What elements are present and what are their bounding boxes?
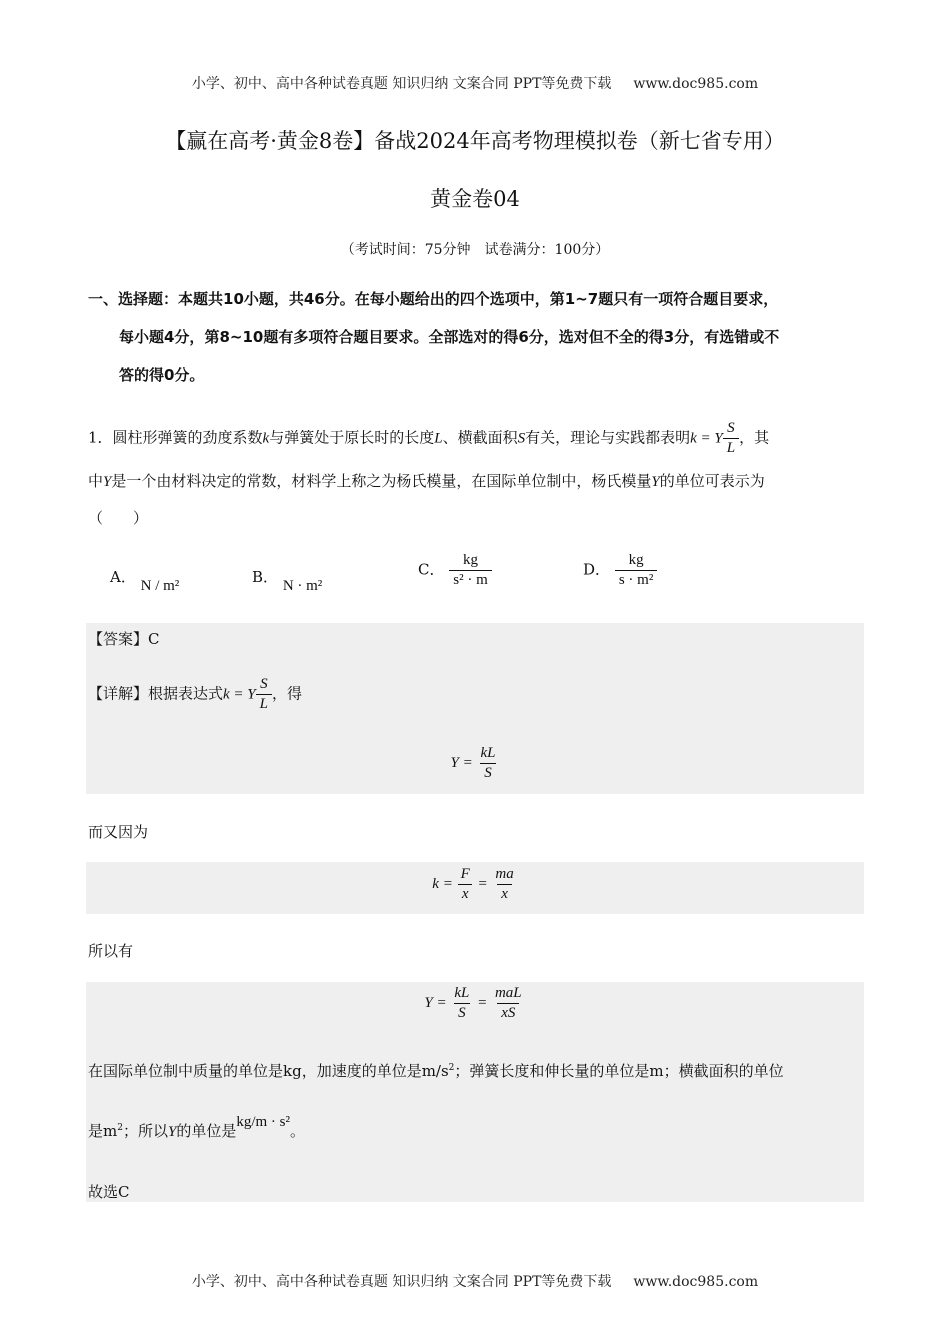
fraction-denominator: s² · m (449, 570, 492, 589)
answer-blank: （ ） (88, 509, 149, 527)
q-text: ，其 (739, 428, 770, 447)
units-var-Y: Y (167, 1124, 177, 1140)
fraction-denominator: xS (497, 1003, 519, 1022)
fraction-numerator: ma (495, 866, 514, 882)
equation-1 (86, 745, 864, 782)
units-line-1: 在国际单位制中质量的单位是kg，加速度的单位是$m/s^2$；弹簧长度和伸长量的单位是m；横截面积的单位 (88, 1062, 784, 1080)
section-line-2: 每小题4分，第8~10题有多项符合题目要求。全部选对的得6分，选对但不全的得3分，有选错或不 (119, 328, 780, 346)
eq-fraction (457, 866, 474, 903)
q-var-L: L (434, 430, 443, 447)
section-line-1: 一、选择题：本题共10小题，共46分。在每小题给出的四个选项中，第1~7题只有一项符合题目要求， (88, 290, 779, 308)
footer-text: 小学、初中、高中各种试卷真题 知识归纳 文案合同 PPT等免费下载 (191, 1274, 612, 1290)
conclusion-text: 故选C (88, 1183, 130, 1201)
q-text: 1．圆柱形弹簧的劲度系数 (88, 428, 263, 447)
eq-fraction (476, 745, 499, 782)
exam-title: 【赢在高考·黄金8卷】备战2024年高考物理模拟卷（新七省专用） (165, 129, 785, 153)
units-expression: kg/m · s² (236, 1114, 291, 1130)
q-text: 是一个由材料决定的常数，材料学上称之为杨氏模量，在国际单位制中，杨氏模量 (111, 472, 652, 490)
units-text: 。 (290, 1122, 306, 1140)
fraction-denominator: S (454, 1003, 470, 1022)
q-formula-lhs: k = Y (690, 430, 723, 447)
header-url[interactable]: www.doc985.com (633, 76, 759, 92)
units-text: ；所以 (122, 1122, 168, 1140)
header-text: 小学、初中、高中各种试卷真题 知识归纳 文案合同 PPT等免费下载 (191, 76, 612, 92)
page-footer (0, 1271, 950, 1291)
question-1-line-1 (88, 420, 868, 457)
option-d[interactable] (583, 552, 657, 589)
fraction-denominator: L (723, 438, 739, 457)
fraction-denominator: x (458, 884, 473, 903)
fraction-denominator: s · m² (615, 570, 658, 589)
fraction-numerator: S (727, 420, 735, 436)
units-text: 是m (88, 1122, 118, 1140)
eq-fraction (450, 985, 473, 1022)
eq-lhs: Y = (424, 994, 447, 1011)
detail-suffix: ，得 (271, 684, 302, 703)
q-text: 有关，理论与实践都表明 (525, 428, 691, 447)
section-line-3: 答的得0分。 (119, 366, 205, 384)
eq-fraction (491, 985, 526, 1022)
q-var-Y: Y (103, 474, 112, 490)
units-line-2: 是$m^2$；所以Y的单位是kg/m · s²。 (88, 1114, 306, 1140)
because-text: 而又因为 (88, 823, 149, 841)
option-label: B． (252, 568, 279, 586)
option-value: N · m² (282, 578, 323, 594)
q-var-S: S (517, 430, 526, 447)
fraction-numerator: S (260, 676, 268, 692)
detail-label: 【详解】根据表达式 (88, 684, 224, 703)
exam-info: （考试时间：75分钟 试卷满分：100分） (340, 242, 610, 258)
units-text: 在国际单位制中质量的单位是kg，加速度的单位是m/s (88, 1062, 449, 1080)
fraction-denominator: S (480, 763, 496, 782)
eq-equals: = (477, 994, 488, 1011)
detail-line (88, 676, 302, 713)
equation-2 (86, 866, 864, 903)
q-var-k: k (262, 430, 270, 447)
fraction-denominator: x (497, 884, 512, 903)
eq-equals: = (477, 875, 488, 892)
q-formula-fraction (723, 420, 739, 457)
option-label: D． (583, 560, 611, 579)
so-text: 所以有 (88, 942, 134, 960)
fraction-numerator: kg (628, 552, 644, 568)
units-text: ；弹簧长度和伸长量的单位是m；横截面积的单位 (454, 1062, 784, 1080)
equation-3 (86, 985, 864, 1022)
q-text: 的单位可表示为 (659, 472, 765, 490)
fraction-numerator: kg (463, 552, 479, 568)
fraction-numerator: maL (494, 985, 522, 1001)
q-text: 中 (88, 472, 104, 490)
footer-url[interactable]: www.doc985.com (633, 1274, 759, 1290)
option-label: A． (110, 568, 136, 586)
q-text: 与弹簧处于原长时的长度 (269, 428, 435, 447)
fraction-denominator: L (256, 694, 272, 713)
fraction-numerator: F (460, 866, 470, 882)
fraction-numerator: kL (480, 745, 496, 761)
option-value: N / m² (140, 578, 180, 594)
fraction-numerator: kL (454, 985, 470, 1001)
option-a[interactable] (110, 566, 180, 594)
question-1-line-2 (88, 470, 868, 491)
q-text: 、横截面积 (442, 428, 518, 447)
detail-formula-fraction (256, 676, 272, 713)
option-b[interactable] (252, 566, 323, 594)
answer-label: 【答案】C (88, 630, 160, 648)
q-var-Y: Y (651, 474, 660, 490)
detail-formula-lhs: k = Y (223, 686, 256, 703)
option-fraction (449, 552, 492, 589)
option-fraction (615, 552, 658, 589)
eq-fraction (491, 866, 517, 903)
page-header (0, 73, 950, 93)
option-label: C． (418, 560, 445, 579)
units-text: 的单位是 (176, 1122, 237, 1140)
exam-subtitle: 黄金卷04 (430, 187, 520, 211)
section-instructions (88, 280, 868, 394)
eq-lhs: k = (432, 875, 453, 892)
option-c[interactable] (418, 552, 492, 589)
eq-lhs: Y = (450, 754, 473, 771)
